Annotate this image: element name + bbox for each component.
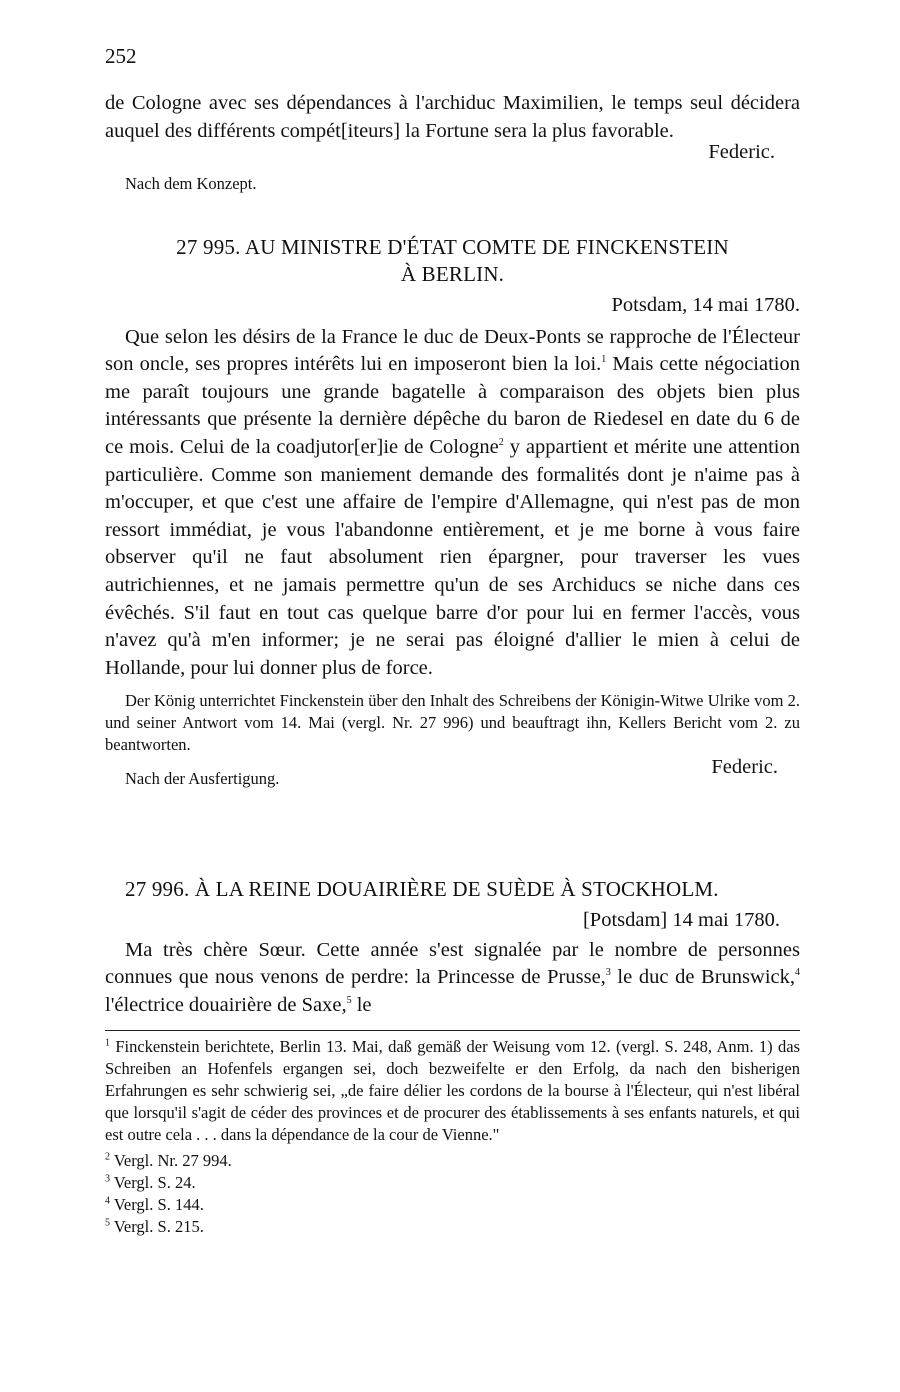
footnote-ref: 4 [795, 967, 800, 979]
footnote-number: 5 [105, 1217, 110, 1229]
footnote-3 [105, 1172, 800, 1194]
body-text: Ma très chère Sœur. Cette année s'est signalée par le nombre de personnes connues que nous venons de perdre: la Princesse de Prusse, [105, 938, 800, 989]
footnote-5 [105, 1216, 800, 1238]
footnote-ref: 1 [601, 354, 607, 366]
footnote-number: 3 [105, 1173, 110, 1185]
body-text: y appartient et mérite une attention particulière. Comme son maniement demande des formalités dont je n'aime pas à m'occuper, et que c'est une affaire de l'empire d'Allemagne, qui n'est pas de mon ressort immédiat, je vous l'abandonne entièrement, et je me borne à vous faire observer qu'il ne faut absolument rien épargner, pour traverser les vues autrichiennes, et ne jamais permettre qu'un de ses Archiducs se niche dans ces évêchés. S'il faut en tout cas quelque barre d'or pour lui en fermer l'accès, vous n'avez qu'à m'en informer; je ne serai pas éloigné d'allier le mien à celui de Hollande, pour lui donner plus de force. [105, 435, 801, 679]
footnotes [105, 1036, 800, 1238]
intro-paragraph: de Cologne avec ses dépendances à l'archiduc Maximilien, le temps seul décidera auquel des différents compét[iteurs] la Fortune sera la plus favorable. [105, 92, 800, 142]
letter-heading: 27 996. À LA REINE DOUAIRIÈRE DE SUÈDE À STOCKHOLM. [125, 877, 719, 901]
letter-body [105, 937, 800, 1020]
letter-body [105, 324, 800, 683]
editorial-note: Der König unterrichtet Finckenstein über den Inhalt des Schreibens der Königin-Witwe Ulrike vom 2. und seiner Antwort vom 14. Mai (vergl. Nr. 27 996) und beauftragt ihn, Kellers Bericht vom 2. zu beantworten. [105, 691, 800, 755]
footnote-number: 1 [105, 1037, 110, 1049]
footnote-number: 2 [105, 1151, 110, 1163]
footnote-text: Vergl. S. 24. [113, 1173, 196, 1192]
intro-source: Nach dem Konzept. [125, 173, 257, 193]
body-text: Que selon les désirs de la France le duc de Deux-Ponts se rapproche de l'Électeur son oncle, ses propres intérêts lui en imposeront bien la loi. [105, 325, 800, 376]
footnote-text: Vergl. S. 144. [113, 1195, 204, 1214]
intro-signature: Federic. [708, 141, 775, 164]
letter-footer [105, 756, 800, 790]
footnote-ref: 5 [346, 994, 352, 1006]
footnote-1 [105, 1036, 800, 1146]
body-text: Mais cette négociation me paraît toujours une grande bagatelle à comparaison des objets bien plus intéressants que présente la dernière dépêche du baron de Riedesel en date du 6 de ce mois. Celui de la coadjutor[er]ie de Cologne [105, 353, 800, 458]
body-text: l'électrice douairière de Saxe, [105, 993, 347, 1016]
footnote-4 [105, 1194, 800, 1216]
footnote-ref: 3 [605, 967, 611, 979]
footnote-number: 4 [105, 1195, 110, 1207]
letter-heading-line2: À BERLIN. [400, 262, 505, 286]
page-number: 252 [105, 44, 137, 68]
footnote-2 [105, 1150, 800, 1172]
letter-27995 [105, 234, 800, 790]
body-text: le duc de Brunswick, [610, 966, 795, 989]
footnote-text: Vergl. Nr. 27 994. [113, 1151, 232, 1170]
letter-signature: Federic. [711, 756, 778, 779]
footnote-text: Finckenstein berichtete, Berlin 13. Mai, daß gemäß der Weisung vom 12. (vergl. S. 248, Anm. 1) das Schreiben an Hofenfels ergangen sei, doch bezweifelte er den Erfolg, da nach den bisherigen Erfahrungen es sehr schwierig sei, „de faire délier les cordons de la bourse à l'Électeur, qui n'est libéral que lorsqu'il s'agit de céder des provinces et de procurer des établissements à ses enfants naturels, et qui est outre cela . . . dans la dépendance de la cour de Vienne." [105, 1037, 801, 1144]
letter-dateline: Potsdam, 14 mai 1780. [611, 294, 800, 316]
letter-dateline: [Potsdam] 14 mai 1780. [582, 909, 780, 931]
footnote-divider [105, 1030, 800, 1031]
letter-heading-line1: 27 995. AU MINISTRE D'ÉTAT COMTE DE FINCKENSTEIN [176, 235, 729, 259]
body-text: le [351, 993, 372, 1016]
letter-27996 [105, 876, 800, 1019]
intro-block [105, 90, 800, 195]
footnote-text: Vergl. S. 215. [113, 1217, 204, 1236]
footnote-ref: 2 [498, 437, 504, 449]
letter-source: Nach der Ausfertigung. [125, 769, 280, 789]
